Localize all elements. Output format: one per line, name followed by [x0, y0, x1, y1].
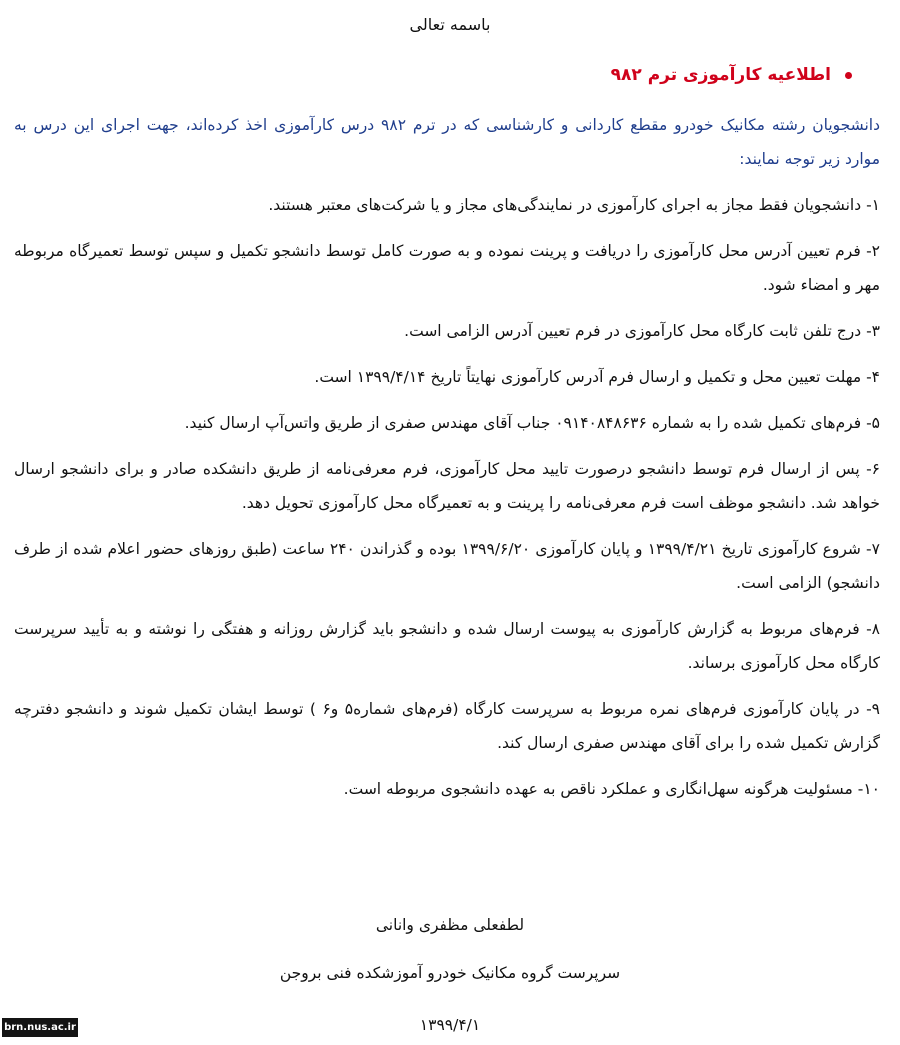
notice-intro: دانشجویان رشته مکانیک خودرو مقطع کاردانی و کارشناسی که در ترم ۹۸۲ درس کارآموزی اخذ کرده‌اند، جهت اجرای این درس به موارد زیر توجه نمایند: [14, 116, 880, 168]
notice-item-9: ۹- در پایان کارآموزی فرم‌های نمره مربوط به سرپرست کارگاه (فرم‌های شماره۵ و۶ ) توسط ایشان تکمیل شوند و دانشجو دفترچه گزارش تکمیل شده را برای آقای مهندس صفری ارسال کند. [14, 700, 880, 752]
signer-role: سرپرست گروه مکانیک خودرو آموزشکده فنی بروجن [279, 964, 621, 982]
notice-title-row [611, 62, 852, 88]
notice-item-6: ۶- پس از ارسال فرم توسط دانشجو درصورت تایید محل کارآموزی، فرم معرفی‌نامه از طریق دانشکده صادر و برای دانشجو ارسال خواهد شد. دانشجو موظف است فرم معرفی‌نامه را پرینت و به تعمیرگاه محل کارآموزی تحویل دهد. [14, 460, 880, 512]
notice-title: اطلاعیه کارآموزی ترم ۹۸۲ [610, 65, 831, 85]
bullet-icon [845, 72, 852, 79]
notice-item-10: ۱۰- مسئولیت هرگونه سهل‌انگاری و عملکرد ناقص به عهده دانشجوی مربوطه است. [343, 780, 880, 798]
site-watermark: brn.nus.ac.ir [2, 1018, 78, 1037]
notice-item-7: ۷- شروع کارآموزی تاریخ ۱۳۹۹/۴/۲۱ و پایان کارآموزی ۱۳۹۹/۶/۲۰ بوده و گذراندن ۲۴۰ ساعت (طبق روزهای حضور اعلام شده از طرف دانشجو) الزامی است. [14, 540, 880, 592]
notice-item-3: ۳- درج تلفن ثابت کارگاه محل کارآموزی در فرم تعیین آدرس الزامی است. [404, 322, 880, 340]
notice-body [14, 108, 880, 818]
notice-item-2: ۲- فرم تعیین آدرس محل کارآموزی را دریافت و پرینت نموده و به صورت کامل توسط دانشجو تکمیل و سپس توسط تعمیرگاه مربوطه مهر و امضاء شود. [14, 242, 880, 294]
notice-item-4: ۴- مهلت تعیین محل و تکمیل و ارسال فرم آدرس کارآموزی نهایتاً تاریخ ۱۳۹۹/۴/۱۴ است. [314, 368, 880, 386]
basmala-heading: باسمه تعالی [409, 15, 491, 34]
notice-item-5: ۵- فرم‌های تکمیل شده را به شماره ۰۹۱۴۰۸۴۸۶۳۶ جناب آقای مهندس صفری از طریق واتس‌آپ ارسال کنید. [184, 414, 880, 432]
notice-item-1: ۱- دانشجویان فقط مجاز به اجرای کارآموزی در نمایندگی‌های مجاز و یا شرکت‌های معتبر هستند. [268, 196, 880, 214]
signer-date: ۱۳۹۹/۴/۱ [419, 1016, 481, 1034]
notice-item-8: ۸- فرم‌های مربوط به گزارش کارآموزی به پیوست ارسال شده و دانشجو باید گزارش روزانه و هفتگی را نوشته و به تأیید سرپرست کارگاه محل کارآموزی برساند. [14, 620, 880, 672]
signer-name: لطفعلی مظفری وانانی [375, 916, 525, 934]
